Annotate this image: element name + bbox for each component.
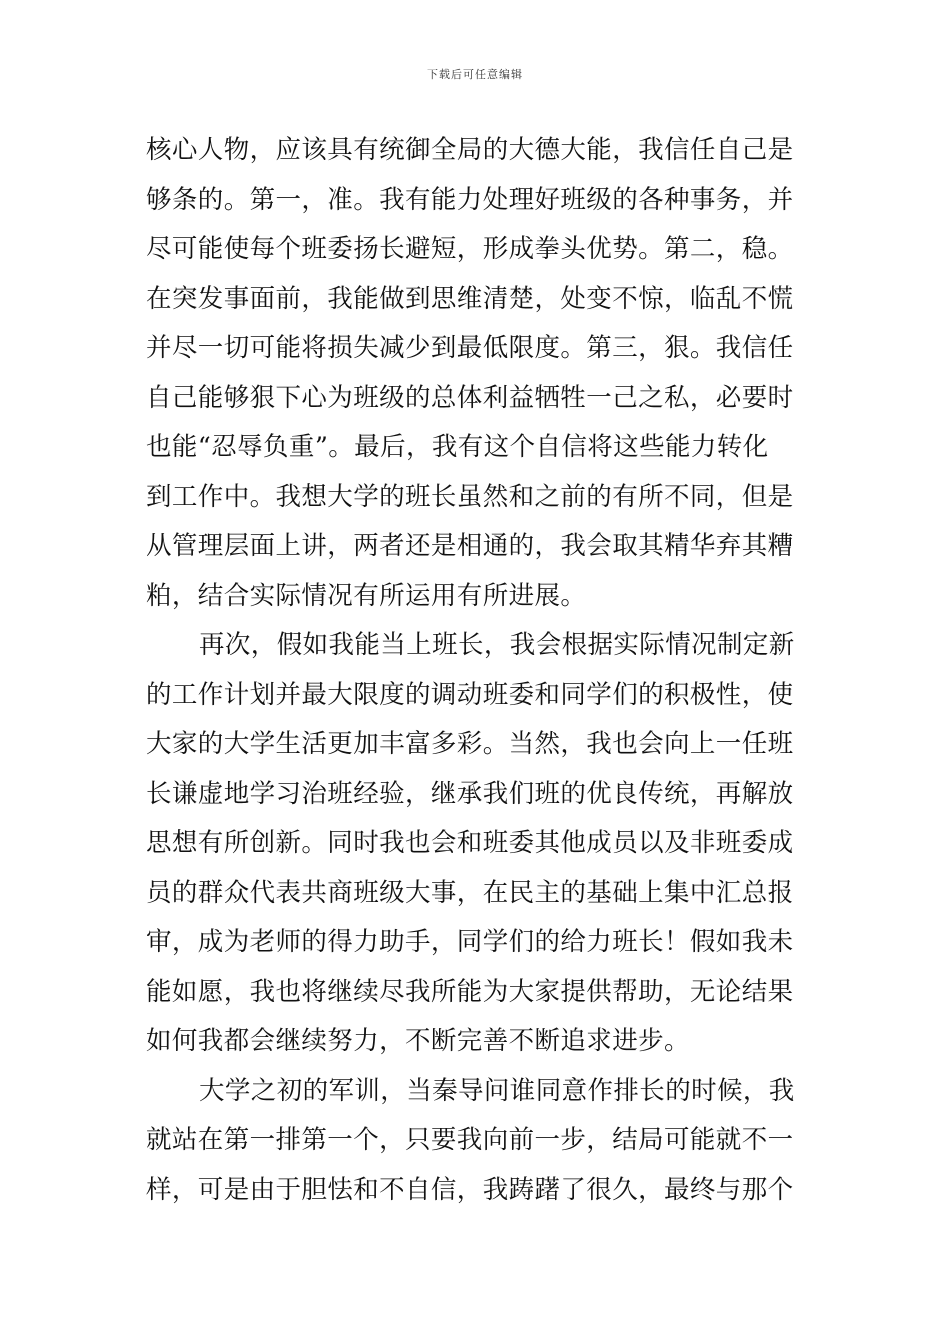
text-line: 员的群众代表共商班级大事，在民主的基础上集中汇总报 <box>146 877 794 908</box>
text-line: 到工作中。我想大学的班长虽然和之前的有所不同，但是 <box>146 481 794 512</box>
text-line: 思想有所创新。同时我也会和班委其他成员以及非班委成 <box>146 828 794 858</box>
body-text <box>146 126 808 1215</box>
text-line: 核心人物，应该具有统御全局的大德大能，我信任自己是 <box>146 135 794 165</box>
text-line: 就站在第一排第一个，只要我向前一步，结局可能就不一 <box>146 1125 794 1155</box>
text-line: 在突发事面前，我能做到思维清楚，处变不惊，临乱不慌 <box>146 283 794 314</box>
text-line: 大家的大学生活更加丰富多彩。当然，我也会向上一任班 <box>146 729 794 759</box>
text-line: 的工作计划并最大限度的调动班委和同学们的积极性，使 <box>146 679 794 710</box>
text-line: 够条的。第一，准。我有能力处理好班级的各种事务，并 <box>146 184 794 215</box>
text-line: 从管理层面上讲，两者还是相通的，我会取其精华弃其糟 <box>146 531 794 561</box>
text-line: 也能“忍辱负重”。最后，我有这个自信将这些能力转化 <box>146 432 769 462</box>
text-line: 样，可是由于胆怯和不自信，我踌躇了很久，最终与那个 <box>146 1174 794 1205</box>
text-line: 并尽一切可能将损失减少到最低限度。第三，狠。我信任 <box>146 333 794 363</box>
text-line: 审，成为老师的得力助手，同学们的给力班长！假如我未 <box>146 927 794 957</box>
text-line: 长谦虚地学习治班经验，继承我们班的优良传统，再解放 <box>146 778 794 809</box>
text-line: 大学之初的军训，当秦导问谁同意作排长的时候，我 <box>199 1075 795 1106</box>
header-note: 下载后可任意编辑 <box>427 68 523 81</box>
text-line: 再次，假如我能当上班长，我会根据实际情况制定新 <box>199 630 795 660</box>
text-line: 粕，结合实际情况有所运用有所进展。 <box>146 580 587 611</box>
text-line: 自己能够狠下心为班级的总体利益牺牲一己之私，必要时 <box>146 382 794 413</box>
text-line: 如何我都会继续努力，不断完善不断追求进步。 <box>146 1026 690 1056</box>
text-line: 尽可能使每个班委扬长避短，形成拳头优势。第二，稳。 <box>146 234 794 264</box>
text-line: 能如愿，我也将继续尽我所能为大家提供帮助，无论结果 <box>146 976 794 1007</box>
